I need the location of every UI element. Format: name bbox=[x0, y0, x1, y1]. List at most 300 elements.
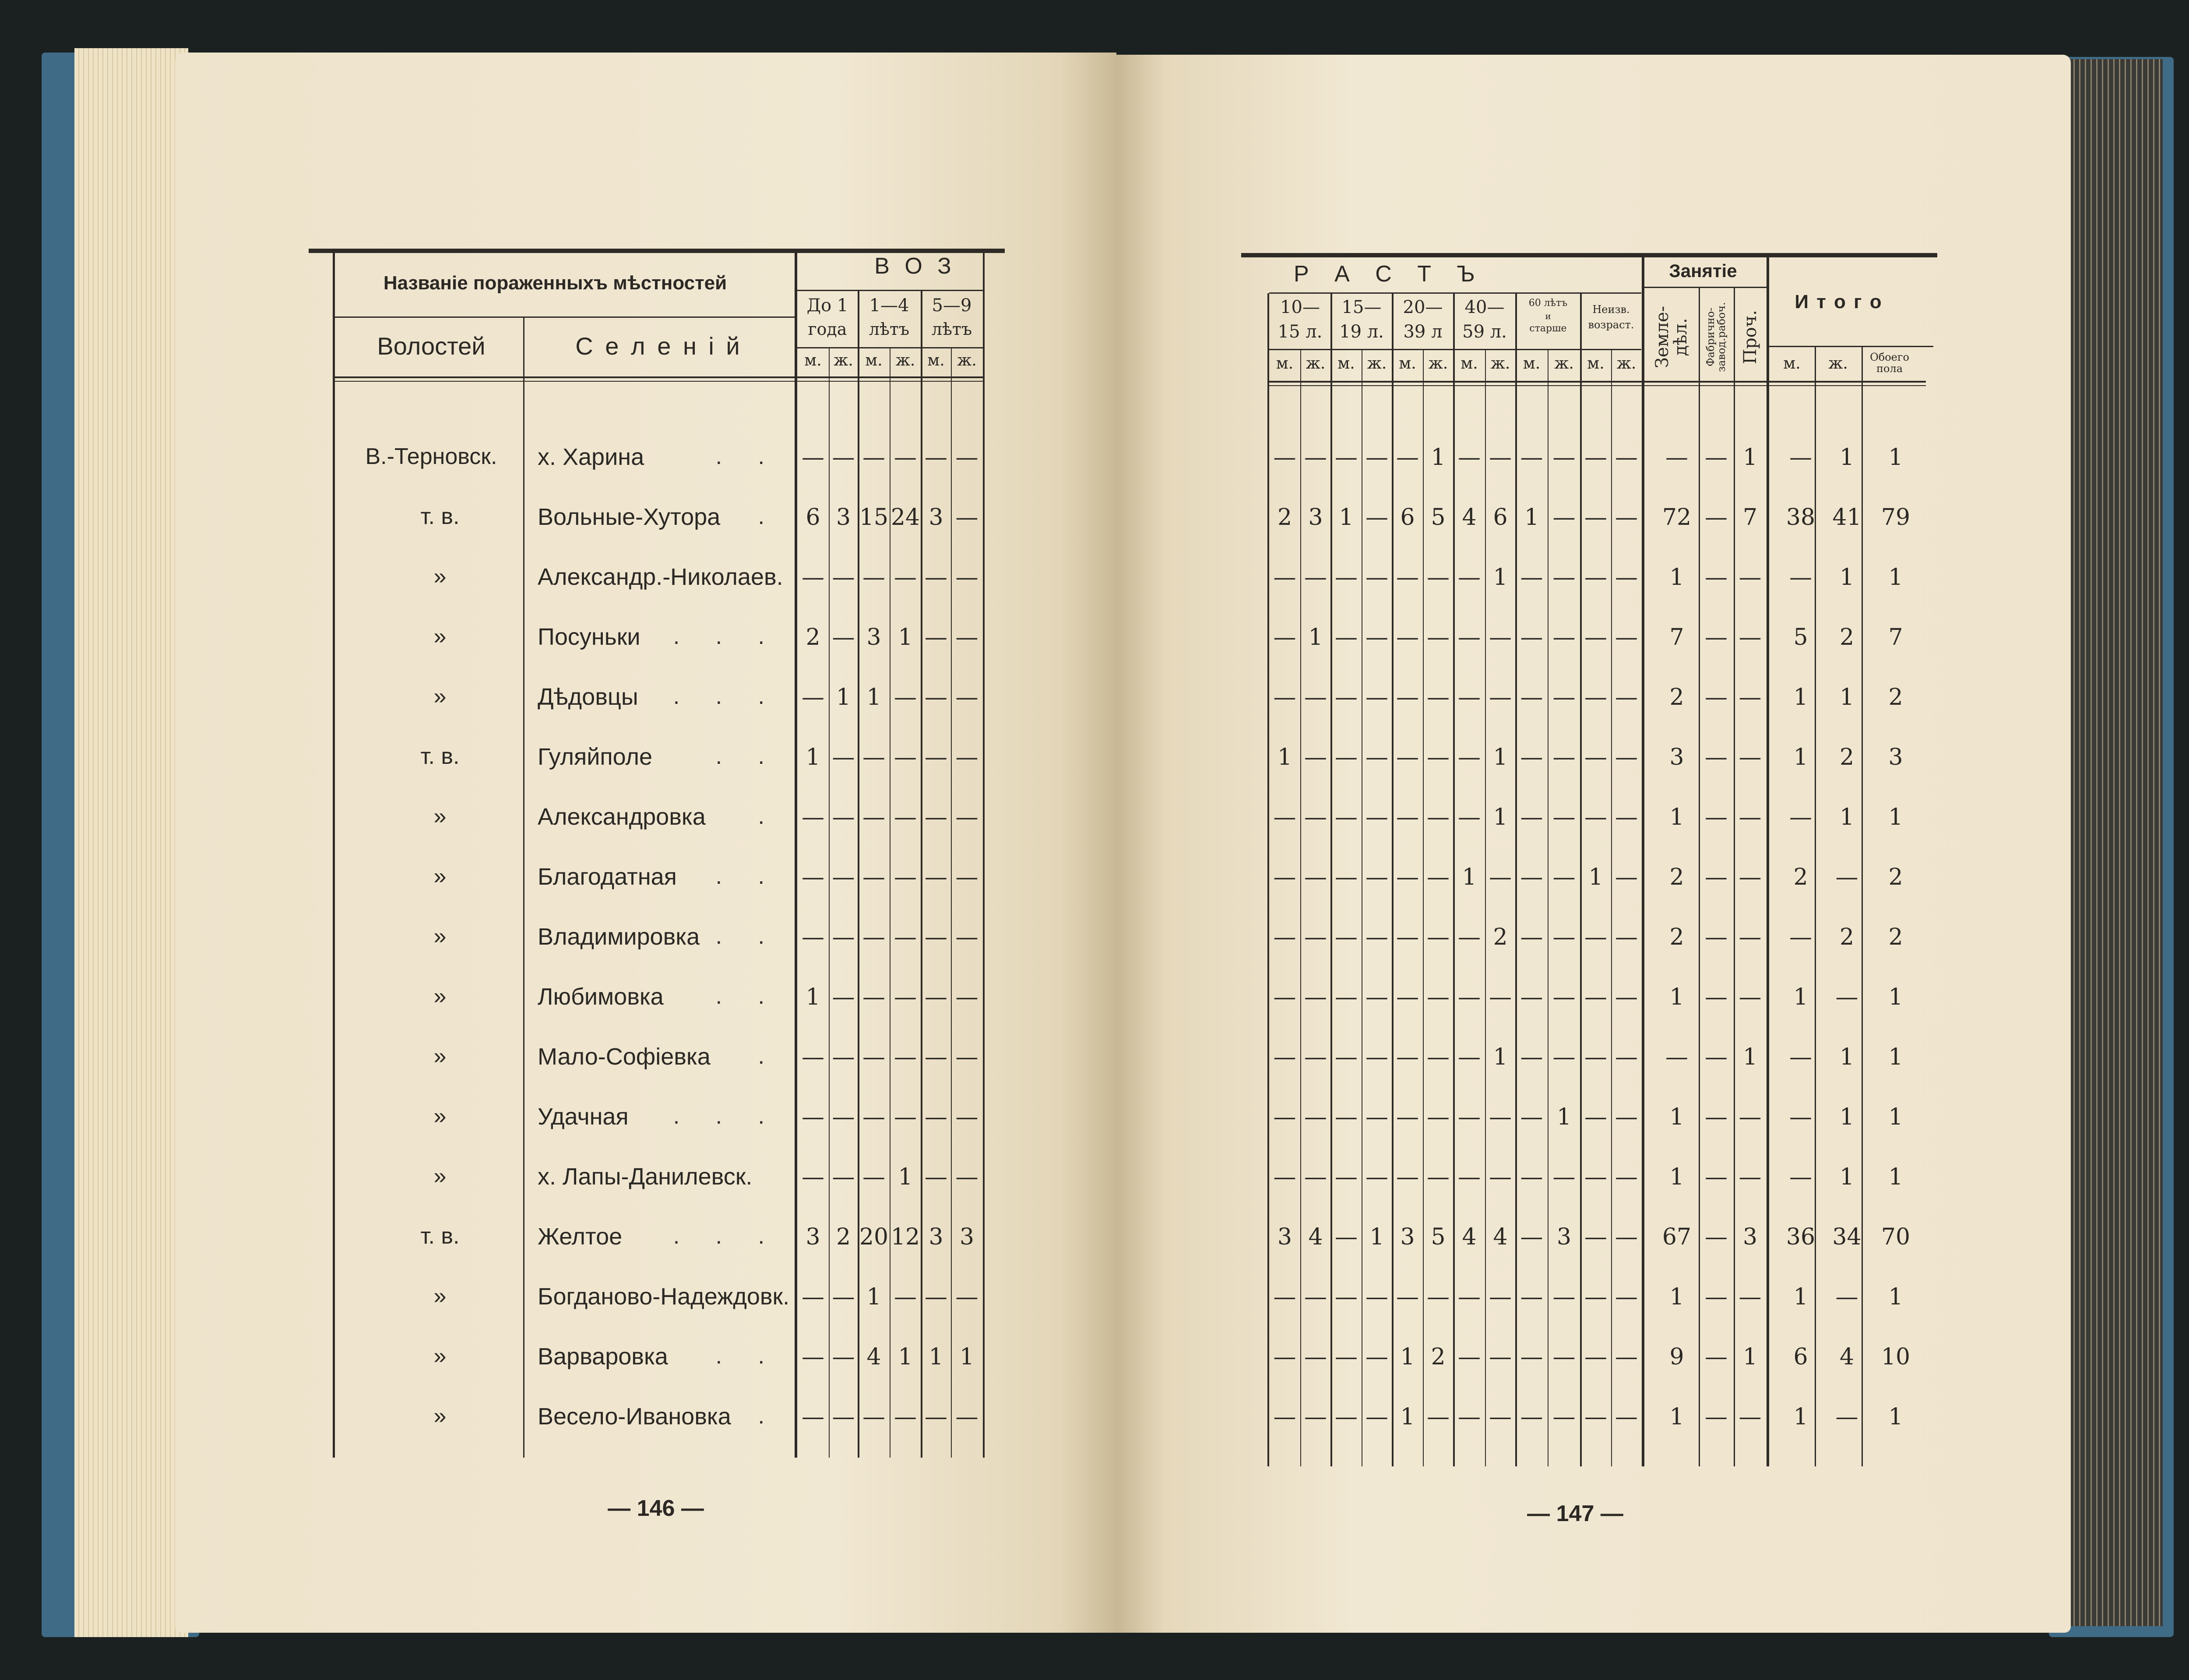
r-row-1-age-cell-3: — bbox=[1365, 504, 1388, 531]
r-row-11-age-cell-4: — bbox=[1396, 1104, 1419, 1130]
r-row-2-total-cell-0: — bbox=[1789, 564, 1812, 590]
r-age-header-4-line2: и bbox=[1545, 311, 1551, 321]
r-row-12-age-cell-3: — bbox=[1365, 1164, 1388, 1190]
r-row-2-age-cell-1: — bbox=[1304, 564, 1327, 590]
row-4-age-cell-1: 1 bbox=[836, 684, 851, 710]
row-4-selo: Дѣдовцы bbox=[538, 684, 638, 710]
r-row-12-age-cell-5: — bbox=[1427, 1164, 1450, 1190]
r-row-15-age-cell-4: 1 bbox=[1400, 1344, 1415, 1370]
r-row-1-occ-cell-2: 7 bbox=[1742, 504, 1758, 531]
row-2-selo: Александр.-Николаев. bbox=[538, 564, 783, 590]
row-0-age-cell-4: — bbox=[925, 444, 947, 471]
r-row-9-age-cell-11: — bbox=[1615, 984, 1638, 1010]
r-row-1-age-cell-6: 4 bbox=[1462, 504, 1477, 531]
row-5-volost: т. в. bbox=[420, 744, 460, 769]
r-row-5-age-cell-10: — bbox=[1584, 744, 1607, 770]
age-group-title: В О З bbox=[874, 253, 956, 279]
right-top-rule bbox=[1241, 253, 1937, 257]
r-row-3-occ-cell-2: — bbox=[1739, 624, 1762, 650]
r-row-3-age-cell-0: — bbox=[1273, 624, 1296, 650]
row-11-age-cell-2: — bbox=[862, 1104, 885, 1130]
row-16-volost: » bbox=[433, 1403, 447, 1429]
r-row-0-age-cell-5: 1 bbox=[1431, 444, 1446, 471]
r-row-0-age-cell-2: — bbox=[1335, 444, 1358, 471]
r-row-15-age-cell-8: — bbox=[1520, 1344, 1543, 1370]
r-row-6-age-cell-8: — bbox=[1520, 804, 1543, 830]
row-15-age-cell-4: 1 bbox=[929, 1344, 943, 1370]
row-2-age-cell-4: — bbox=[925, 564, 947, 590]
row-10-age-cell-4: — bbox=[925, 1044, 947, 1070]
r-row-12-occ-cell-0: 1 bbox=[1669, 1164, 1684, 1190]
r-row-1-total-cell-0: 38 bbox=[1786, 504, 1816, 531]
row-8-dots: . . bbox=[715, 924, 779, 949]
r-row-5-age-cell-6: — bbox=[1458, 744, 1481, 770]
r-row-6-age-cell-0: — bbox=[1273, 804, 1296, 830]
row-10-age-cell-5: — bbox=[955, 1044, 978, 1070]
r-row-5-occ-cell-1: — bbox=[1705, 744, 1728, 770]
row-4-age-cell-3: — bbox=[894, 684, 917, 710]
col-selo: С е л е н і й bbox=[575, 332, 743, 360]
sex-label-right-4: м. bbox=[1399, 355, 1416, 373]
right-occ-divider-1 bbox=[1734, 288, 1735, 1466]
r-row-6-total-cell-0: — bbox=[1789, 804, 1812, 830]
page-number-146: — 146 — bbox=[608, 1496, 704, 1521]
r-row-11-age-cell-0: — bbox=[1273, 1104, 1296, 1130]
r-row-0-age-cell-0: — bbox=[1273, 444, 1296, 471]
r-row-10-age-cell-3: — bbox=[1365, 1044, 1388, 1070]
r-row-9-occ-cell-1: — bbox=[1705, 984, 1728, 1010]
r-row-9-age-cell-3: — bbox=[1365, 984, 1388, 1010]
r-row-8-total-cell-1: 2 bbox=[1839, 924, 1855, 950]
r-row-6-age-cell-3: — bbox=[1365, 804, 1388, 830]
row-9-age-cell-0: 1 bbox=[806, 984, 820, 1010]
r-row-5-occ-cell-2: — bbox=[1739, 744, 1762, 770]
r-row-11-occ-cell-0: 1 bbox=[1669, 1104, 1684, 1130]
r-row-8-total-cell-0: — bbox=[1789, 924, 1812, 950]
r-age-header-2-line1: 20— bbox=[1403, 297, 1443, 317]
r-age-header-3-line2: 59 л. bbox=[1462, 322, 1507, 342]
r-row-14-total-cell-1: — bbox=[1835, 1284, 1858, 1310]
sex-label-right-9: ж. bbox=[1554, 355, 1574, 373]
r-row-14-age-cell-11: — bbox=[1615, 1284, 1638, 1310]
r-row-0-occ-cell-0: — bbox=[1665, 444, 1688, 471]
row-12-age-cell-5: — bbox=[955, 1164, 978, 1190]
r-row-12-occ-cell-2: — bbox=[1739, 1164, 1762, 1190]
r-age-header-4-line3: старше bbox=[1529, 323, 1567, 334]
row-8-age-cell-3: — bbox=[894, 924, 917, 950]
r-row-8-age-cell-9: — bbox=[1552, 924, 1576, 950]
row-11-age-cell-1: — bbox=[832, 1104, 855, 1130]
left-age-block-right bbox=[983, 253, 985, 1458]
col-volost: Волостей bbox=[377, 332, 486, 360]
r-row-6-age-cell-6: — bbox=[1458, 804, 1481, 830]
r-row-10-age-cell-0: — bbox=[1273, 1044, 1296, 1070]
row-0-age-cell-2: — bbox=[862, 444, 885, 471]
r-row-0-age-cell-10: — bbox=[1584, 444, 1607, 471]
r-row-4-occ-cell-2: — bbox=[1739, 684, 1762, 710]
r-row-9-age-cell-9: — bbox=[1552, 984, 1576, 1010]
r-row-7-total-cell-1: — bbox=[1835, 864, 1858, 890]
age-header-1-line1: 1—4 bbox=[869, 295, 909, 316]
left-age-divider-0 bbox=[858, 291, 859, 1458]
right-age-block-right bbox=[1642, 257, 1644, 1466]
r-row-0-total-cell-0: — bbox=[1789, 444, 1812, 471]
r-row-5-total-cell-1: 2 bbox=[1839, 744, 1855, 770]
r-row-12-occ-cell-1: — bbox=[1705, 1164, 1728, 1190]
row-9-age-cell-4: — bbox=[925, 984, 947, 1010]
row-14-age-cell-4: — bbox=[925, 1284, 947, 1310]
r-row-16-age-cell-10: — bbox=[1584, 1404, 1607, 1430]
r-age-header-2-line2: 39 л bbox=[1403, 322, 1443, 342]
r-row-7-age-cell-4: — bbox=[1396, 864, 1419, 890]
row-1-selo: Вольные-Хутора bbox=[538, 504, 721, 530]
r-age-header-4-line1: 60 лѣтъ bbox=[1528, 298, 1568, 309]
r-row-0-age-cell-11: — bbox=[1615, 444, 1638, 471]
row-11-age-cell-3: — bbox=[894, 1104, 917, 1130]
r-row-14-occ-cell-1: — bbox=[1705, 1284, 1728, 1310]
r-row-2-age-cell-8: — bbox=[1520, 564, 1543, 590]
row-15-volost: » bbox=[433, 1343, 447, 1369]
row-5-age-cell-4: — bbox=[925, 744, 947, 770]
row-16-age-cell-5: — bbox=[955, 1404, 978, 1430]
row-6-dots: . bbox=[758, 804, 779, 829]
r-row-4-age-cell-0: — bbox=[1273, 684, 1296, 710]
r-row-7-occ-cell-0: 2 bbox=[1669, 864, 1684, 890]
r-row-5-total-cell-2: 3 bbox=[1888, 744, 1903, 770]
row-9-age-cell-1: — bbox=[832, 984, 855, 1010]
r-row-13-age-cell-0: 3 bbox=[1277, 1224, 1292, 1250]
age-header-0-line2: года bbox=[808, 320, 847, 339]
right-sex-divider-5 bbox=[1611, 350, 1612, 1466]
r-row-2-age-cell-0: — bbox=[1273, 564, 1296, 590]
row-9-selo: Любимовка bbox=[538, 984, 664, 1010]
row-6-age-cell-3: — bbox=[894, 804, 917, 830]
r-row-13-occ-cell-0: 67 bbox=[1662, 1224, 1692, 1250]
r-row-1-age-cell-0: 2 bbox=[1277, 504, 1292, 531]
row-13-selo: Желтое bbox=[538, 1223, 623, 1250]
r-row-13-occ-cell-2: 3 bbox=[1742, 1224, 1758, 1250]
r-row-8-age-cell-2: — bbox=[1335, 924, 1358, 950]
r-row-5-age-cell-2: — bbox=[1335, 744, 1358, 770]
r-row-1-total-cell-2: 79 bbox=[1881, 504, 1911, 531]
r-row-13-total-cell-0: 36 bbox=[1786, 1224, 1816, 1250]
r-row-10-total-cell-2: 1 bbox=[1888, 1044, 1903, 1070]
names-title: Названіе пораженныхъ мѣстностей bbox=[383, 272, 727, 294]
r-row-9-occ-cell-0: 1 bbox=[1669, 984, 1684, 1010]
r-row-10-age-cell-4: — bbox=[1396, 1044, 1419, 1070]
r-row-9-total-cell-1: — bbox=[1835, 984, 1858, 1010]
r-row-16-occ-cell-2: — bbox=[1739, 1404, 1762, 1430]
r-row-4-age-cell-3: — bbox=[1365, 684, 1388, 710]
r-row-10-age-cell-2: — bbox=[1335, 1044, 1358, 1070]
r-row-4-total-cell-2: 2 bbox=[1888, 684, 1903, 710]
r-row-9-total-cell-2: 1 bbox=[1888, 984, 1903, 1010]
row-14-age-cell-3: — bbox=[894, 1284, 917, 1310]
r-row-7-total-cell-2: 2 bbox=[1888, 864, 1903, 890]
row-3-age-cell-1: — bbox=[832, 624, 855, 650]
r-row-16-total-cell-1: — bbox=[1835, 1404, 1858, 1430]
r-row-16-age-cell-4: 1 bbox=[1400, 1404, 1415, 1430]
row-10-age-cell-0: — bbox=[802, 1044, 824, 1070]
r-row-4-age-cell-11: — bbox=[1615, 684, 1638, 710]
row-7-age-cell-2: — bbox=[862, 864, 885, 890]
r-row-12-total-cell-0: — bbox=[1789, 1164, 1812, 1190]
row-12-volost: » bbox=[433, 1163, 447, 1189]
r-row-4-age-cell-2: — bbox=[1335, 684, 1358, 710]
row-11-age-cell-4: — bbox=[925, 1104, 947, 1130]
row-1-age-cell-3: 24 bbox=[890, 504, 920, 531]
r-row-0-age-cell-1: — bbox=[1304, 444, 1327, 471]
r-row-16-age-cell-1: — bbox=[1304, 1404, 1327, 1430]
r-row-12-age-cell-6: — bbox=[1458, 1164, 1481, 1190]
row-7-dots: . . bbox=[715, 864, 779, 889]
row-13-age-cell-2: 20 bbox=[859, 1224, 889, 1250]
r-row-1-age-cell-10: — bbox=[1584, 504, 1607, 531]
row-7-age-cell-3: — bbox=[894, 864, 917, 890]
row-16-age-cell-0: — bbox=[802, 1404, 824, 1430]
row-13-dots: . . . bbox=[673, 1223, 779, 1249]
row-8-age-cell-2: — bbox=[862, 924, 885, 950]
r-row-5-age-cell-4: — bbox=[1396, 744, 1419, 770]
r-row-5-age-cell-0: 1 bbox=[1277, 744, 1292, 770]
occupation-header-2: Проч. bbox=[1740, 310, 1760, 364]
row-16-age-cell-4: — bbox=[925, 1404, 947, 1430]
row-4-age-cell-4: — bbox=[925, 684, 947, 710]
r-row-0-age-cell-4: — bbox=[1396, 444, 1419, 471]
r-row-6-age-cell-11: — bbox=[1615, 804, 1638, 830]
r-row-11-age-cell-2: — bbox=[1335, 1104, 1358, 1130]
row-3-age-cell-4: — bbox=[925, 624, 947, 650]
sex-label-right-11: ж. bbox=[1616, 355, 1636, 373]
age-header-1-line2: лѣтъ bbox=[869, 320, 910, 339]
r-row-14-age-cell-6: — bbox=[1458, 1284, 1481, 1310]
left-header-mid bbox=[335, 316, 795, 318]
r-row-2-total-cell-2: 1 bbox=[1888, 564, 1903, 590]
r-row-6-occ-cell-0: 1 bbox=[1669, 804, 1684, 830]
r-row-2-age-cell-6: — bbox=[1458, 564, 1481, 590]
r-row-3-age-cell-4: — bbox=[1396, 624, 1419, 650]
r-row-6-total-cell-1: 1 bbox=[1839, 804, 1855, 830]
r-row-15-age-cell-11: — bbox=[1615, 1344, 1638, 1370]
row-3-selo: Посуньки bbox=[538, 624, 641, 650]
sex-label-right-1: ж. bbox=[1306, 355, 1326, 373]
row-7-selo: Благодатная bbox=[538, 864, 677, 890]
r-row-2-age-cell-5: — bbox=[1427, 564, 1450, 590]
r-row-4-age-cell-9: — bbox=[1552, 684, 1576, 710]
r-row-0-age-cell-7: — bbox=[1489, 444, 1512, 471]
left-top-rule bbox=[309, 249, 1005, 253]
sex-label-left-0: м. bbox=[804, 351, 822, 369]
row-16-dots: . bbox=[758, 1403, 779, 1429]
r-row-5-age-cell-1: — bbox=[1304, 744, 1327, 770]
row-6-age-cell-2: — bbox=[862, 804, 885, 830]
r-row-10-occ-cell-1: — bbox=[1705, 1044, 1728, 1070]
total-header-2: Обоего пола bbox=[1870, 351, 1909, 375]
r-row-8-occ-cell-0: 2 bbox=[1669, 924, 1684, 950]
r-row-6-age-cell-5: — bbox=[1427, 804, 1450, 830]
row-2-volost: » bbox=[433, 564, 447, 589]
row-8-age-cell-1: — bbox=[832, 924, 855, 950]
r-row-15-age-cell-3: — bbox=[1365, 1344, 1388, 1370]
r-row-16-age-cell-2: — bbox=[1335, 1404, 1358, 1430]
row-3-age-cell-2: 3 bbox=[866, 624, 881, 650]
r-row-4-age-cell-6: — bbox=[1458, 684, 1481, 710]
r-row-5-age-cell-11: — bbox=[1615, 744, 1638, 770]
r-age-header-0-line1: 10— bbox=[1280, 297, 1320, 317]
row-7-volost: » bbox=[433, 864, 447, 889]
row-9-dots: . . bbox=[715, 984, 779, 1009]
occupation-header-0: Земле-дѣл. bbox=[1652, 306, 1691, 369]
r-row-10-age-cell-7: 1 bbox=[1493, 1044, 1508, 1070]
row-7-age-cell-5: — bbox=[955, 864, 978, 890]
r-age-header-3-line1: 40— bbox=[1464, 297, 1505, 317]
total-header-1: ж. bbox=[1828, 355, 1848, 373]
row-10-dots: . bbox=[758, 1044, 779, 1069]
r-row-2-age-cell-9: — bbox=[1552, 564, 1576, 590]
left-age-title-under bbox=[797, 290, 983, 291]
r-row-2-age-cell-4: — bbox=[1396, 564, 1419, 590]
r-row-4-age-cell-10: — bbox=[1584, 684, 1607, 710]
r-row-2-age-cell-10: — bbox=[1584, 564, 1607, 590]
r-row-16-age-cell-7: — bbox=[1489, 1404, 1512, 1430]
r-row-7-age-cell-8: — bbox=[1520, 864, 1543, 890]
row-4-volost: » bbox=[433, 684, 447, 709]
row-8-age-cell-5: — bbox=[955, 924, 978, 950]
r-row-12-age-cell-4: — bbox=[1396, 1164, 1419, 1190]
r-row-8-occ-cell-1: — bbox=[1705, 924, 1728, 950]
r-row-2-total-cell-1: 1 bbox=[1839, 564, 1855, 590]
r-row-0-total-cell-2: 1 bbox=[1888, 444, 1903, 471]
row-3-age-cell-5: — bbox=[955, 624, 978, 650]
r-row-3-total-cell-2: 7 bbox=[1888, 624, 1903, 650]
row-13-age-cell-0: 3 bbox=[806, 1224, 820, 1250]
right-occ-right bbox=[1767, 257, 1769, 1466]
row-13-age-cell-5: 3 bbox=[959, 1224, 975, 1250]
r-row-13-age-cell-6: 4 bbox=[1462, 1224, 1477, 1250]
r-row-15-occ-cell-2: 1 bbox=[1742, 1344, 1758, 1370]
left-names-divider bbox=[523, 317, 524, 379]
r-row-7-age-cell-7: — bbox=[1489, 864, 1512, 890]
r-row-11-age-cell-1: — bbox=[1304, 1104, 1327, 1130]
r-row-9-age-cell-6: — bbox=[1458, 984, 1481, 1010]
row-15-selo: Варваровка bbox=[538, 1343, 668, 1370]
row-14-age-cell-2: 1 bbox=[866, 1284, 881, 1310]
r-row-8-occ-cell-2: — bbox=[1739, 924, 1762, 950]
page-number-147: — 147 — bbox=[1527, 1501, 1623, 1526]
row-5-age-cell-1: — bbox=[832, 744, 855, 770]
r-row-2-age-cell-3: — bbox=[1365, 564, 1388, 590]
row-7-age-cell-0: — bbox=[802, 864, 824, 890]
r-row-13-age-cell-7: 4 bbox=[1493, 1224, 1508, 1250]
r-row-4-occ-cell-0: 2 bbox=[1669, 684, 1684, 710]
r-row-5-age-cell-3: — bbox=[1365, 744, 1388, 770]
r-row-11-total-cell-1: 1 bbox=[1839, 1104, 1855, 1130]
r-row-16-total-cell-2: 1 bbox=[1888, 1404, 1903, 1430]
right-header-bottom bbox=[1269, 381, 1926, 383]
row-1-age-cell-5: — bbox=[955, 504, 978, 531]
r-row-9-age-cell-7: — bbox=[1489, 984, 1512, 1010]
row-7-age-cell-4: — bbox=[925, 864, 947, 890]
r-row-1-age-cell-9: — bbox=[1552, 504, 1576, 531]
r-row-13-age-cell-8: — bbox=[1520, 1224, 1543, 1250]
row-5-age-cell-5: — bbox=[955, 744, 978, 770]
r-row-5-occ-cell-0: 3 bbox=[1669, 744, 1684, 770]
r-row-16-occ-cell-1: — bbox=[1705, 1404, 1728, 1430]
r-row-0-total-cell-1: 1 bbox=[1839, 444, 1855, 471]
r-row-7-age-cell-9: — bbox=[1552, 864, 1576, 890]
r-row-0-age-cell-6: — bbox=[1458, 444, 1481, 471]
r-row-5-age-cell-5: — bbox=[1427, 744, 1450, 770]
row-15-age-cell-3: 1 bbox=[898, 1344, 913, 1370]
r-row-10-total-cell-1: 1 bbox=[1839, 1044, 1855, 1070]
row-12-age-cell-0: — bbox=[802, 1164, 824, 1190]
r-row-15-age-cell-1: — bbox=[1304, 1344, 1327, 1370]
r-row-12-age-cell-11: — bbox=[1615, 1164, 1638, 1190]
row-3-age-cell-0: 2 bbox=[806, 624, 820, 650]
r-row-7-total-cell-0: 2 bbox=[1793, 864, 1808, 890]
r-row-12-age-cell-10: — bbox=[1584, 1164, 1607, 1190]
r-row-1-age-cell-8: 1 bbox=[1524, 504, 1539, 531]
r-row-8-age-cell-0: — bbox=[1273, 924, 1296, 950]
r-row-14-occ-cell-0: 1 bbox=[1669, 1284, 1684, 1310]
r-row-3-occ-cell-0: 7 bbox=[1669, 624, 1684, 650]
r-row-8-age-cell-3: — bbox=[1365, 924, 1388, 950]
sex-label-right-0: м. bbox=[1276, 355, 1294, 373]
total-title: И т о г о bbox=[1795, 291, 1883, 313]
r-row-0-age-cell-9: — bbox=[1552, 444, 1576, 471]
row-5-age-cell-3: — bbox=[894, 744, 917, 770]
row-9-age-cell-2: — bbox=[862, 984, 885, 1010]
occupation-title: Занятіе bbox=[1669, 260, 1737, 281]
row-12-selo: х. Лапы-Данилевск. bbox=[538, 1163, 753, 1190]
row-12-age-cell-2: — bbox=[862, 1164, 885, 1190]
r-row-1-age-cell-11: — bbox=[1615, 504, 1638, 531]
r-row-11-occ-cell-2: — bbox=[1739, 1104, 1762, 1130]
r-row-6-age-cell-9: — bbox=[1552, 804, 1576, 830]
left-names-divider-body bbox=[523, 379, 524, 1458]
r-row-12-total-cell-1: 1 bbox=[1839, 1164, 1855, 1190]
r-row-7-age-cell-10: 1 bbox=[1588, 864, 1603, 890]
r-row-1-age-cell-1: 3 bbox=[1308, 504, 1323, 531]
r-row-7-age-cell-11: — bbox=[1615, 864, 1638, 890]
r-row-1-age-cell-4: 6 bbox=[1400, 504, 1415, 531]
r-row-10-age-cell-11: — bbox=[1615, 1044, 1638, 1070]
row-0-age-cell-1: — bbox=[832, 444, 855, 471]
row-10-age-cell-1: — bbox=[832, 1044, 855, 1070]
row-16-age-cell-1: — bbox=[832, 1404, 855, 1430]
right-sex-divider-3 bbox=[1485, 350, 1486, 1466]
r-row-4-age-cell-7: — bbox=[1489, 684, 1512, 710]
r-age-header-5-line1: Неизв. bbox=[1592, 303, 1630, 316]
r-row-12-total-cell-2: 1 bbox=[1888, 1164, 1903, 1190]
r-row-11-age-cell-6: — bbox=[1458, 1104, 1481, 1130]
r-row-3-age-cell-1: 1 bbox=[1308, 624, 1323, 650]
r-row-5-total-cell-0: 1 bbox=[1793, 744, 1808, 770]
r-row-15-total-cell-1: 4 bbox=[1839, 1344, 1855, 1370]
row-3-volost: » bbox=[433, 624, 447, 649]
r-row-3-age-cell-2: — bbox=[1335, 624, 1358, 650]
r-row-8-age-cell-6: — bbox=[1458, 924, 1481, 950]
r-row-12-age-cell-0: — bbox=[1273, 1164, 1296, 1190]
r-row-13-total-cell-1: 34 bbox=[1832, 1224, 1862, 1250]
r-row-13-occ-cell-1: — bbox=[1705, 1224, 1728, 1250]
r-row-0-age-cell-3: — bbox=[1365, 444, 1388, 471]
row-11-dots: . . . bbox=[673, 1104, 779, 1129]
row-2-age-cell-0: — bbox=[802, 564, 824, 590]
r-row-8-age-cell-11: — bbox=[1615, 924, 1638, 950]
sex-label-right-10: м. bbox=[1587, 355, 1605, 373]
row-0-dots: . . bbox=[715, 444, 779, 469]
